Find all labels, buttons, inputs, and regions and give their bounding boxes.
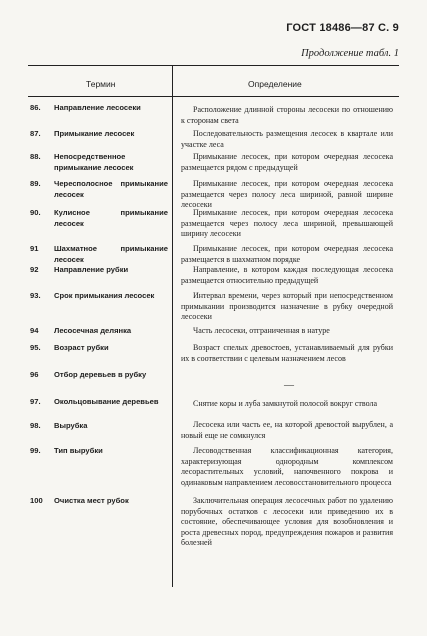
term-cell bbox=[30, 179, 168, 200]
term-cell bbox=[30, 397, 168, 408]
term-number: 93. bbox=[30, 291, 41, 300]
header-bottom-rule bbox=[28, 96, 399, 97]
definition-cell: Лесосека или часть ее, на которой древостой вырублен, а новый еще не сомкнулся bbox=[181, 420, 393, 440]
table-column-separator bbox=[172, 97, 173, 587]
term-text: Очистка мест рубок bbox=[54, 496, 129, 505]
term-number: 96 bbox=[30, 370, 39, 379]
term-cell bbox=[30, 244, 168, 265]
term-text: Непосредственное примыкание лесосек bbox=[54, 152, 134, 172]
term-text: Вырубка bbox=[54, 421, 88, 430]
term-number: 88. bbox=[30, 152, 41, 161]
definition-cell: Направление, в котором каждая последующая лесосека размещается относительно предыдущей bbox=[181, 265, 393, 285]
term-text: Отбор деревьев в рубку bbox=[54, 370, 147, 379]
term-number: 90. bbox=[30, 208, 41, 217]
definition-cell: Снятие коры и луба замкнутой полосой вокруг ствола bbox=[193, 399, 378, 408]
term-text: Направление рубки bbox=[54, 265, 129, 274]
definition-cell: Расположение длинной стороны лесосеки по отношению к сторонам света bbox=[181, 105, 393, 125]
column-header-term: Термин bbox=[86, 79, 116, 89]
term-text: Чересполосное примыкание лесосек bbox=[54, 179, 168, 199]
term-cell bbox=[30, 421, 168, 432]
column-header-definition: Определение bbox=[248, 79, 302, 89]
term-number: 98. bbox=[30, 421, 41, 430]
term-number: 95. bbox=[30, 343, 41, 352]
term-text: Лесосечная делянка bbox=[54, 326, 132, 335]
term-text: Возраст рубки bbox=[54, 343, 109, 352]
definition-cell: Лесоводственная классификационная категория, характеризующая однородным комплексом лесорастительных условий, напочвенного покрова и одинаковым направлением лесовосстановительного процесса bbox=[181, 446, 393, 487]
term-text: Шахматное примыкание лесосек bbox=[54, 244, 168, 264]
definition-cell: Примыкание лесосек, при котором очередная лесосека размещается через полосу леса шириной, равной ширине лесосеки bbox=[181, 179, 393, 210]
term-number: 100 bbox=[30, 496, 43, 505]
term-number: 92 bbox=[30, 265, 39, 274]
term-cell bbox=[30, 103, 168, 114]
term-text: Тип вырубки bbox=[54, 446, 103, 455]
definition-cell: Последовательность размещения лесосек в квартале или участке леса bbox=[181, 129, 393, 149]
table-top-rule bbox=[28, 65, 399, 66]
term-cell bbox=[30, 343, 168, 354]
term-number: 86. bbox=[30, 103, 41, 112]
term-cell bbox=[30, 291, 168, 302]
definition-cell: Часть лесосеки, отграниченная в натуре bbox=[193, 326, 330, 335]
term-cell bbox=[30, 129, 168, 140]
term-number: 94 bbox=[30, 326, 39, 335]
column-separator bbox=[172, 66, 173, 96]
term-cell bbox=[30, 265, 168, 276]
term-cell bbox=[30, 496, 168, 507]
term-number: 87. bbox=[30, 129, 41, 138]
term-number: 89. bbox=[30, 179, 41, 188]
term-cell bbox=[30, 208, 168, 229]
term-text: Примыкание лесосек bbox=[54, 129, 135, 138]
term-cell bbox=[30, 326, 168, 337]
definition-cell: Возраст спелых древостоев, устанавливаемый для рубки их в соответствии с целевым назначением лесов bbox=[181, 343, 393, 363]
term-text: Срок примыкания лесосек bbox=[54, 291, 155, 300]
term-number: 97. bbox=[30, 397, 41, 406]
term-cell bbox=[30, 152, 168, 173]
definition-dash: — bbox=[284, 380, 294, 391]
definition-cell: Заключительная операция лесосечных работ по удалению порубочных остатков с лесосеки или приведению их в состояние, обеспечивающее условия для возобновления и роста древесных пород, предупреждения пожаров и развития болезней bbox=[181, 496, 393, 548]
term-text: Направление лесосеки bbox=[54, 103, 141, 112]
term-number: 91 bbox=[30, 244, 39, 253]
definition-cell: Примыкание лесосек, при котором очередная лесосека размещается через полосу леса шириной, превышающей ширину лесосеки bbox=[181, 208, 393, 239]
definition-cell: Примыкание лесосек, при котором очередная лесосека размещается в шахматном порядке bbox=[181, 244, 393, 264]
table-continuation-label: Продолжение табл. 1 bbox=[301, 48, 399, 59]
term-text: Кулисное примыкание лесосек bbox=[54, 208, 168, 228]
page-header: ГОСТ 18486—87 С. 9 bbox=[286, 22, 399, 34]
term-cell bbox=[30, 446, 168, 457]
term-number: 99. bbox=[30, 446, 41, 455]
definition-cell: Примыкание лесосек, при котором очередная лесосека размещается рядом с предыдущей bbox=[181, 152, 393, 172]
term-cell bbox=[30, 370, 168, 381]
definition-cell: Интервал времени, через который при непосредственном примыкании производится назначение в рубку очередной лесосеки bbox=[181, 291, 393, 322]
term-text: Окольцовывание деревьев bbox=[54, 397, 159, 406]
